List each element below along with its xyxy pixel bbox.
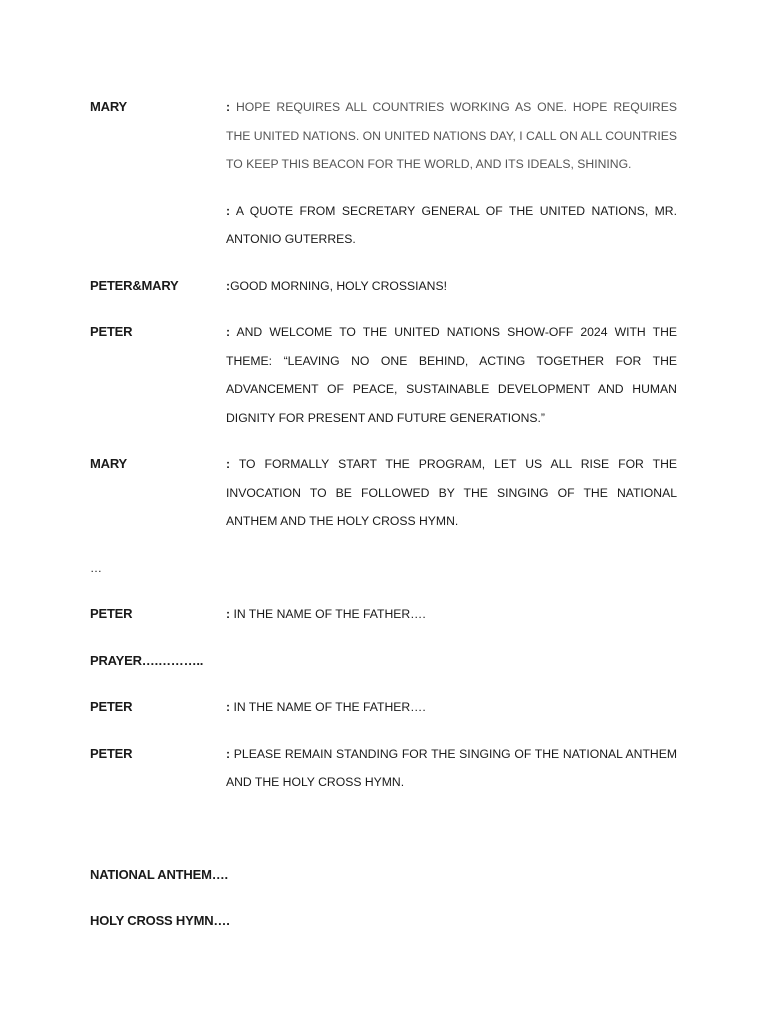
dialogue-body: GOOD MORNING, HOLY CROSSIANS!	[230, 278, 447, 293]
script-entry-peter-prayer-start	[90, 600, 677, 629]
dialogue-text	[226, 740, 677, 797]
dialogue-colon: :	[226, 278, 231, 293]
dialogue-colon: :	[226, 700, 231, 714]
script-entry-peter-welcome	[90, 318, 677, 432]
script-entry-mary-invocation	[90, 450, 677, 536]
dialogue-text	[226, 318, 677, 432]
speaker-label: MARY	[90, 99, 127, 114]
speaker-label: PETER	[90, 699, 133, 714]
dialogue-text	[226, 693, 677, 722]
dialogue-colon: :	[226, 325, 231, 339]
dialogue-text	[226, 450, 677, 536]
national-anthem-heading: NATIONAL ANTHEM….	[90, 866, 228, 882]
script-entry-mary-quote	[90, 93, 677, 179]
dialogue-body: IN THE NAME OF THE FATHER….	[230, 607, 426, 621]
speaker-label: PETER	[90, 745, 133, 761]
dialogue-colon: :	[226, 100, 231, 114]
script-entry-quote-attribution	[90, 197, 677, 254]
script-entry-peter-remain-standing	[90, 740, 677, 797]
speaker-label: PETER&MARY	[90, 277, 179, 293]
dialogue-text	[226, 197, 677, 254]
dialogue-body: IN THE NAME OF THE FATHER….	[230, 700, 426, 714]
dialogue-text	[226, 600, 677, 629]
speaker-label: PETER	[90, 324, 133, 339]
dialogue-colon: :	[226, 457, 231, 471]
dialogue-colon: :	[226, 203, 231, 218]
dialogue-text	[226, 272, 677, 301]
dialogue-body: PLEASE REMAIN STANDING FOR THE SINGING OF THE NATIONAL ANTHEM AND THE HOLY CROSS HYMN.	[226, 746, 677, 789]
holy-cross-hymn-heading: HOLY CROSS HYMN….	[90, 913, 230, 928]
prayer-heading: PRAYER….………..	[90, 652, 204, 668]
dialogue-colon: :	[226, 607, 231, 621]
speaker-label: MARY	[90, 456, 127, 471]
script-entry-peter-prayer-end	[90, 693, 677, 722]
dialogue-body: AND WELCOME TO THE UNITED NATIONS SHOW-OFF 2024 WITH THE THEME: “LEAVING NO ONE BEHIND, ACTING TOGETHER FOR THE ADVANCEMENT OF PEACE, SUSTAINABLE DEVELOPMENT AND HUMAN DIGNITY FOR PRESENT AND FUTURE GENERATIONS.”	[226, 325, 677, 425]
speaker-label: PETER	[90, 606, 133, 621]
dialogue-body: A QUOTE FROM SECRETARY GENERAL OF THE UNITED NATIONS, MR. ANTONIO GUTERRES.	[226, 203, 677, 246]
dialogue-text	[226, 93, 677, 179]
script-entry-peter-mary-greeting	[90, 272, 677, 301]
dialogue-body: TO FORMALLY START THE PROGRAM, LET US ALL RISE FOR THE INVOCATION TO BE FOLLOWED BY THE SINGING OF THE NATIONAL ANTHEM AND THE HOLY CROSS HYMN.	[226, 457, 677, 528]
dialogue-body: HOPE REQUIRES ALL COUNTRIES WORKING AS ONE. HOPE REQUIRES THE UNITED NATIONS. ON UNITED NATIONS DAY, I CALL ON ALL COUNTRIES TO KEEP THIS BEACON FOR THE WORLD, AND ITS IDEALS, SHINING.	[226, 100, 677, 171]
ellipsis-line: …	[90, 560, 102, 575]
dialogue-colon: :	[226, 746, 231, 761]
